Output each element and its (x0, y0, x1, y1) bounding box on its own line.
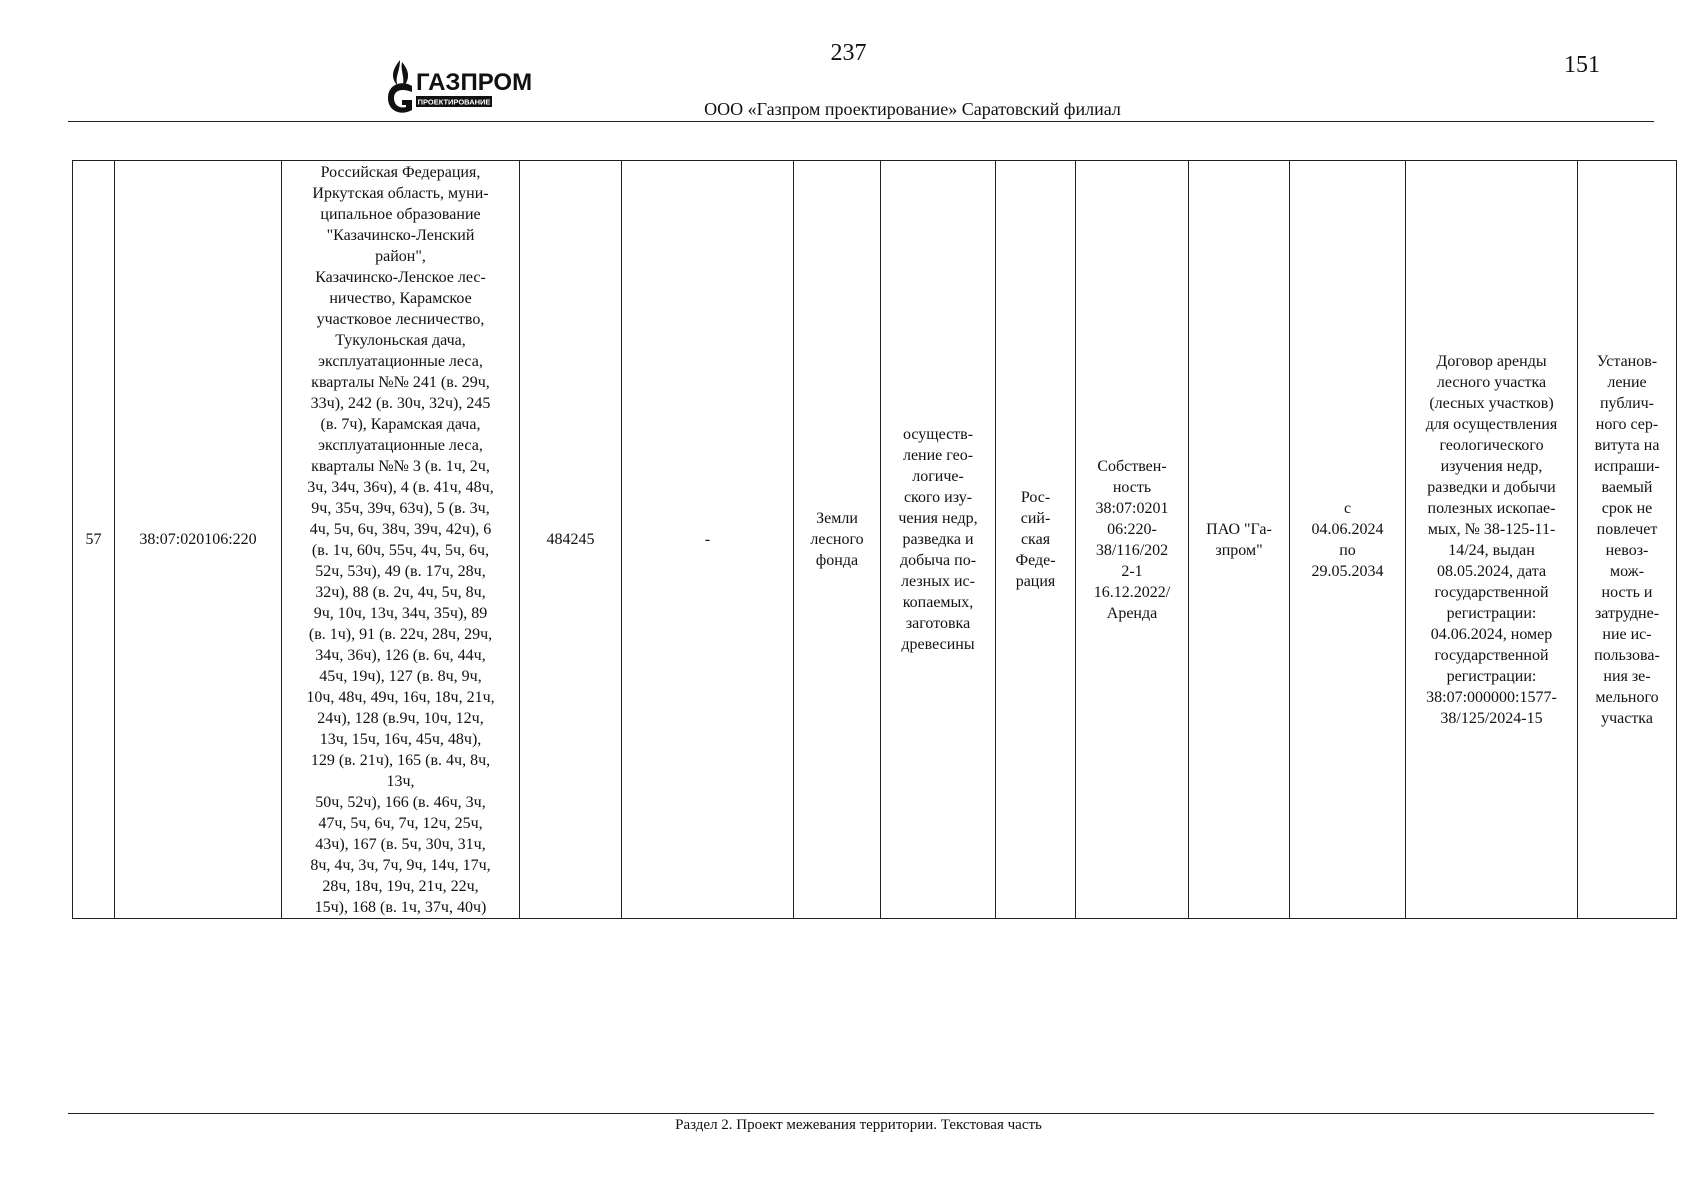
cell-line: 38/116/202 (1095, 541, 1169, 559)
cell-line: повлечет (1596, 520, 1658, 538)
cell-line: разведки и добычи (1427, 478, 1556, 496)
cell-line: 15ч), 168 (в. 1ч, 37ч, 40ч) (314, 898, 487, 916)
cell-line: ление гео- (902, 447, 974, 464)
cell-document (1406, 161, 1578, 919)
cell-line: Договор аренды (1436, 352, 1547, 370)
cell-line: ность и (1601, 583, 1653, 601)
cell-line: "Казачинско-Ленский (326, 226, 475, 244)
table-row (73, 161, 1677, 919)
cell-line: 38:07:0201 (1095, 499, 1169, 517)
cell-line: район", (375, 247, 426, 265)
cell-line: Аренда (1106, 604, 1158, 622)
logo-subtitle: ПРОЕКТИРОВАНИЕ (417, 97, 491, 107)
cell-line: ского изу- (903, 489, 973, 506)
cell-area: 484245 (520, 161, 622, 919)
cell-holder (1189, 161, 1290, 919)
cell-line: лесного (810, 531, 864, 548)
cell-line: 04.06.2024 (1311, 520, 1384, 538)
cell-line: Феде- (1015, 552, 1056, 569)
cell-line: 24ч), 128 (в.9ч, 10ч, 12ч, (317, 709, 484, 727)
cell-line: 08.05.2024, дата (1436, 562, 1547, 580)
cell-line: изучения недр, (1440, 457, 1543, 475)
cell-line: регистрации: (1446, 604, 1537, 622)
header-organization: ООО «Газпром проектирование» Саратовский филиал (704, 99, 1121, 119)
cell-line: (лесных участков) (1429, 394, 1554, 412)
cell-line: лесного участка (1436, 373, 1547, 391)
cell-line: ние ис- (1602, 625, 1652, 643)
cell-line: древесины (901, 636, 975, 653)
cell-line: логиче- (912, 468, 964, 485)
cell-line: 4ч, 5ч, 6ч, 38ч, 39ч, 42ч), 6 (309, 520, 492, 538)
cell-line: копаемых, (902, 594, 974, 611)
cell-line: кварталы №№ 3 (в. 1ч, 2ч, (311, 457, 490, 475)
cell-line: пользова- (1594, 646, 1660, 664)
cell-line: геологического (1439, 436, 1544, 454)
cell-line: 38/125/2024-15 (1440, 709, 1543, 727)
cell-line: 9ч, 10ч, 13ч, 34ч, 35ч), 89 (313, 604, 488, 622)
cell-line: государственной (1434, 583, 1549, 601)
cell-line: ния зе- (1603, 667, 1651, 685)
logo-title: ГАЗПРОМ (416, 69, 533, 96)
cell-line: 50ч, 52ч), 166 (в. 46ч, 3ч, (315, 793, 486, 811)
page-number-center: 237 (830, 40, 867, 66)
cell-dash: - (622, 161, 794, 919)
cell-line: 14/24, выдан (1448, 541, 1535, 559)
cell-line: 32ч), 88 (в. 2ч, 4ч, 5ч, 8ч, (315, 583, 486, 601)
cell-line: для осуществления (1425, 415, 1558, 433)
cell-line: участка (1601, 709, 1653, 727)
cell-line: 9ч, 35ч, 39ч, 63ч), 5 (в. 3ч, (311, 499, 490, 517)
cell-line: публич- (1599, 394, 1654, 412)
cell-line: ципальное образование (320, 205, 481, 223)
cell-line: рация (1015, 573, 1056, 590)
cell-line: 8ч, 4ч, 3ч, 7ч, 9ч, 14ч, 17ч, (310, 856, 491, 874)
cell-line: эксплуатационные леса, (318, 436, 483, 454)
cell-line: 04.06.2024, номер (1430, 625, 1553, 643)
cell-line: 52ч, 53ч), 49 (в. 17ч, 28ч, (315, 562, 486, 580)
cell-line: ваемый (1601, 478, 1653, 496)
cell-line: невоз- (1605, 541, 1649, 559)
cell-line: 33ч), 242 (в. 30ч, 32ч), 245 (310, 394, 491, 412)
cell-line: срок не (1601, 499, 1653, 517)
cell-line: Установ- (1596, 352, 1658, 370)
cell-land-category (794, 161, 881, 919)
cell-permitted-use (881, 161, 996, 919)
cell-line: (в. 1ч, 60ч, 55ч, 4ч, 5ч, 6ч, (311, 541, 490, 559)
cell-line: 3ч, 34ч, 36ч), 4 (в. 41ч, 48ч, (307, 478, 494, 496)
cell-line: 06:220- (1107, 520, 1157, 538)
cell-line: (в. 7ч), Карамская дача, (320, 415, 481, 433)
cell-line: ничество, Карамское (329, 289, 472, 307)
cell-line: государственной (1434, 646, 1549, 664)
cell-line: добыча по- (899, 552, 977, 569)
cell-line: кварталы №№ 241 (в. 29ч, (311, 373, 490, 391)
cell-line: зпром" (1215, 541, 1263, 559)
cell-line: 2-1 (1121, 562, 1143, 580)
cell-line: 16.12.2022/ (1093, 583, 1171, 601)
cell-line: Тукулоньская дача, (335, 331, 466, 349)
cell-line: сий- (1020, 510, 1051, 527)
cell-line: витута на (1594, 436, 1660, 454)
footer-section-title: Раздел 2. Проект межевания территории. Текстовая часть (675, 1117, 1042, 1133)
footer-divider (68, 1113, 1654, 1114)
land-plot-table (72, 160, 1677, 919)
cell-line: 28ч, 18ч, 19ч, 21ч, 22ч, (322, 877, 479, 895)
cell-line: ПАО "Га- (1206, 520, 1272, 538)
cell-line: 43ч), 167 (в. 5ч, 30ч, 31ч, (315, 835, 486, 853)
cell-line: регистрации: (1446, 667, 1537, 685)
cell-line: эксплуатационные леса, (318, 352, 483, 370)
cell-note (1578, 161, 1677, 919)
page-number-right: 151 (1564, 52, 1600, 78)
cell-line: Российская Федерация, (320, 163, 481, 181)
cell-line: испраши- (1594, 457, 1660, 475)
cell-right (1076, 161, 1189, 919)
cell-line: разведка и (902, 531, 974, 548)
cell-line: осуществ- (902, 426, 974, 443)
cell-line: мож- (1609, 562, 1645, 580)
cell-line: фонда (815, 552, 859, 569)
cell-line: мельного (1595, 688, 1659, 706)
cell-line: 13ч, 15ч, 16ч, 45ч, 48ч), (319, 730, 482, 748)
cell-line: ного сер- (1595, 415, 1659, 433)
cell-line: 47ч, 5ч, 6ч, 7ч, 12ч, 25ч, (318, 814, 483, 832)
cell-line: полезных ископае- (1427, 499, 1556, 517)
cell-line: 45ч, 19ч), 127 (в. 8ч, 9ч, (319, 667, 482, 685)
cell-line: 29.05.2034 (1311, 562, 1384, 580)
header-divider (68, 121, 1654, 122)
cell-line: Казачинско-Ленское лес- (315, 268, 486, 286)
cell-line: 13ч, (386, 772, 415, 790)
cell-line: чения недр, (898, 510, 978, 527)
cell-line: с (1343, 499, 1352, 517)
cell-line: (в. 1ч), 91 (в. 22ч, 28ч, 29ч, (308, 625, 493, 643)
cell-line: Собствен- (1097, 457, 1167, 475)
cell-line: по (1339, 541, 1356, 559)
cell-cadastral-number: 38:07:020106:220 (115, 161, 282, 919)
cell-line: ская (1020, 531, 1051, 548)
cell-line: заготовка (905, 615, 971, 632)
cell-line: Земли (816, 510, 858, 527)
cell-line: затрудне- (1594, 604, 1660, 622)
cell-line: 10ч, 48ч, 49ч, 16ч, 18ч, 21ч, (306, 688, 495, 706)
cell-line: участковое лесничество, (316, 310, 485, 328)
cell-line: Иркутская область, муни- (312, 184, 489, 202)
cell-term (1290, 161, 1406, 919)
cell-line: Рос- (1020, 489, 1051, 506)
cell-line: 38:07:000000:1577- (1426, 688, 1557, 706)
cell-line: мых, № 38-125-11- (1427, 520, 1556, 538)
cell-line: 129 (в. 21ч), 165 (в. 4ч, 8ч, (310, 751, 491, 769)
cell-line: ность (1112, 478, 1152, 496)
cell-row-number: 57 (73, 161, 115, 919)
cell-location (282, 161, 520, 919)
cell-owner (996, 161, 1076, 919)
cell-line: 34ч, 36ч), 126 (в. 6ч, 44ч, (315, 646, 486, 664)
cell-line: лезных ис- (901, 573, 975, 590)
cell-line: ление (1607, 373, 1647, 391)
